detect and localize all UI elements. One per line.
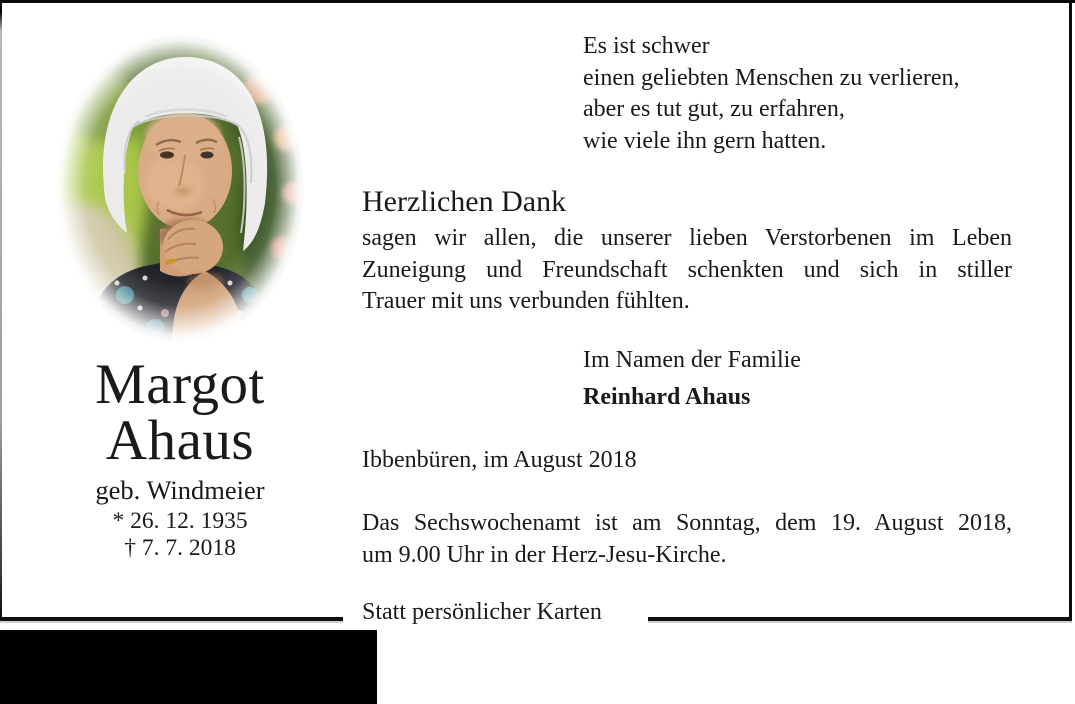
poem-line: wie viele ihn gern hatten. <box>583 127 827 154</box>
maiden-name: geb. Windmeier <box>95 475 265 505</box>
portrait-illustration <box>55 33 305 343</box>
deceased-last-name: Ahaus <box>105 409 255 472</box>
place-date: Ibbenbüren, im August 2018 <box>362 447 637 473</box>
poem-line: Es ist schwer <box>583 33 710 59</box>
deceased-name <box>55 353 305 472</box>
thanks-heading: Herzlichen Dank <box>362 185 567 218</box>
service-info <box>362 508 1012 571</box>
portrait-photo <box>55 33 305 343</box>
death-date: † 7. 7. 2018 <box>124 535 236 561</box>
thanks-body <box>362 223 1012 318</box>
frame-left-border <box>0 0 2 621</box>
frame-top-border <box>0 0 1075 3</box>
frame-right-border <box>1069 0 1072 621</box>
poem-line: einen geliebten Menschen zu verlieren, <box>583 64 960 91</box>
cards-note: Statt persönlicher Karten <box>362 599 602 625</box>
thanks-body-line: Zuneigung und Freundschaft schenkten und sich in stiller <box>362 256 1012 283</box>
family-signer: Reinhard Ahaus <box>583 384 751 410</box>
service-line: um 9.00 Uhr in der Herz-Jesu-Kirche. <box>362 541 727 568</box>
family-intro: Im Namen der Familie <box>583 347 801 373</box>
poem-line: aber es tut gut, zu erfahren, <box>583 96 845 122</box>
birth-date: * 26. 12. 1935 <box>112 508 248 534</box>
redacted-area <box>0 630 377 704</box>
bottom-rule-left <box>0 617 343 621</box>
deceased-first-name: Margot <box>95 353 265 416</box>
thanks-body-line: sagen wir allen, die unserer lieben Verstorbenen im Leben <box>362 225 1012 251</box>
service-line: Das Sechswochenamt ist am Sonntag, dem 19. August 2018, <box>362 510 1012 536</box>
condolence-poem <box>583 31 1053 157</box>
bottom-rule-right <box>648 617 1072 621</box>
thanks-body-line: Trauer mit uns verbunden fühlten. <box>362 288 690 314</box>
